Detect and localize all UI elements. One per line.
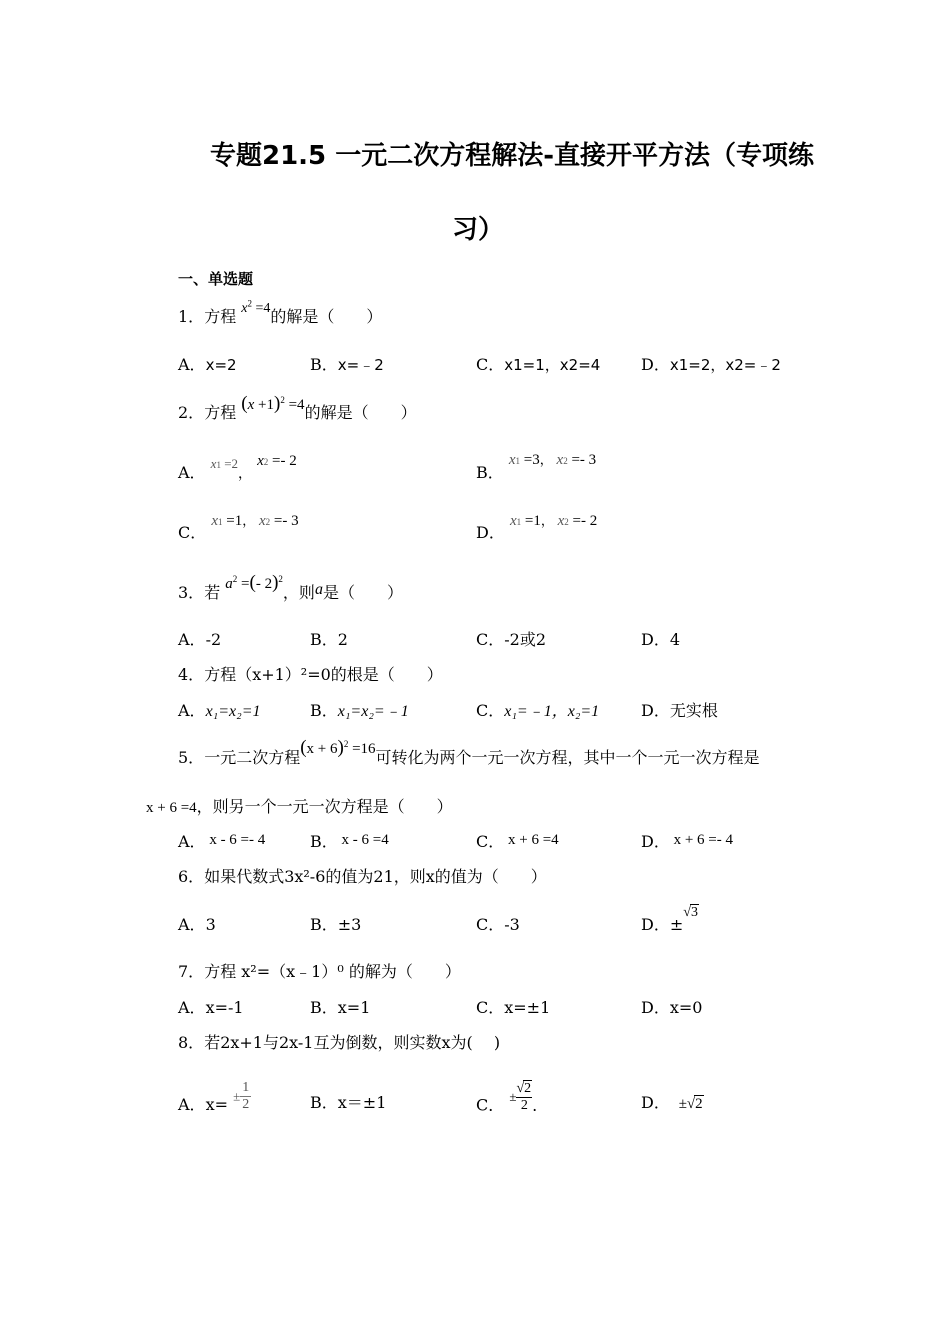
- fraction-pm-sqrt2-over-2: ± $\frac{√2}{2}$: [509, 1081, 532, 1113]
- option-7b[interactable]: B．x=1: [310, 998, 371, 1017]
- question-text: 方程 x²=（x﹣1）⁰ 的解为（ ）: [204, 962, 461, 981]
- question-6: [178, 864, 547, 887]
- question-text: ，则: [282, 583, 315, 602]
- option-4c[interactable]: C．x₁=﹣1，x₂=1: [476, 701, 600, 720]
- question-text: 的解是（ ）: [304, 403, 417, 422]
- question-5-line2: [146, 794, 453, 817]
- option-8a[interactable]: A．x= ± $\frac{1}{2}$: [178, 1080, 250, 1115]
- option-equation: x1 =1， x2 =- 3: [211, 513, 299, 529]
- option-5d[interactable]: D． x + 6 =- 4: [641, 832, 734, 851]
- option-1b[interactable]: B．x=﹣2: [310, 355, 384, 374]
- equation: $(x +1)^2 =4$: [241, 393, 305, 414]
- option-8b[interactable]: B．x＝±1: [310, 1093, 387, 1112]
- equation: x + 6 =4: [146, 800, 197, 816]
- question-text: 方程（x+1）²=0的根是（ ）: [204, 665, 443, 684]
- question-4: [178, 662, 443, 685]
- question-text: 一元二次方程: [204, 748, 301, 767]
- option-1d[interactable]: D．x1=2，x2=﹣2: [641, 355, 781, 374]
- option-7c[interactable]: C．x=±1: [476, 998, 551, 1017]
- variable-a: a: [314, 581, 323, 598]
- option-2b[interactable]: B． x1 =3， x2 =- 3: [476, 452, 597, 482]
- option-2c[interactable]: C． x1 =1， x2 =- 3: [178, 513, 299, 542]
- question-text: 若2x+1与2x-1互为倒数，则实数x为( ): [204, 1033, 501, 1052]
- option-4a[interactable]: A．x₁=x₂=1: [178, 701, 261, 720]
- question-number: 3．: [178, 583, 205, 602]
- option-7a[interactable]: A．x=-1: [178, 998, 244, 1017]
- option-6c[interactable]: C．-3: [476, 915, 520, 934]
- question-text: 如果代数式3x²-6的值为21，则x的值为（ ）: [204, 867, 547, 886]
- option-equation: x2 =- 2: [257, 453, 297, 469]
- option-equation: x1 =2: [210, 456, 239, 471]
- question-8: [178, 1030, 500, 1053]
- question-number: 1．: [178, 307, 205, 326]
- question-text: 可转化为两个一元一次方程，其中一个一元一次方程是: [375, 748, 760, 767]
- option-8d[interactable]: D． ±√2: [641, 1093, 703, 1112]
- question-number: 6．: [178, 867, 205, 886]
- question-number: 4．: [178, 665, 205, 684]
- option-1c[interactable]: C．x1=1，x2=4: [476, 355, 601, 374]
- option-equation: x1 =1， x2 =- 2: [509, 513, 598, 529]
- option-6b[interactable]: B．±3: [310, 915, 362, 934]
- page-title-line2: 习）: [452, 215, 505, 245]
- pm-sqrt-2: ±√2: [674, 1096, 703, 1112]
- option-5a[interactable]: A． x - 6 =- 4: [178, 832, 266, 851]
- question-3: [178, 572, 403, 604]
- option-3c[interactable]: C．-2或2: [476, 630, 547, 649]
- option-4b[interactable]: B．x₁=x₂=﹣1: [310, 701, 409, 720]
- option-7d[interactable]: D．x=0: [641, 998, 703, 1017]
- question-text: 是（ ）: [322, 583, 403, 602]
- option-equation: x1 =3， x2 =- 3: [508, 452, 597, 468]
- question-number: 2．: [178, 403, 205, 422]
- section-heading: 一、单选题: [178, 270, 254, 288]
- question-text: 方程: [204, 403, 237, 422]
- question-1: [178, 298, 383, 327]
- option-6a[interactable]: A．3: [178, 915, 216, 934]
- option-5b[interactable]: B． x - 6 =4: [310, 832, 389, 851]
- question-number: 5．: [178, 748, 205, 767]
- option-3b[interactable]: B．2: [310, 630, 348, 649]
- question-text: 若: [204, 583, 221, 602]
- option-5c[interactable]: C． x + 6 =4: [476, 832, 559, 851]
- question-7: [178, 959, 461, 982]
- equation: $a^2$ =(- 2)$^2$: [225, 572, 283, 593]
- option-2a[interactable]: A． $^{x1 =2}$， x2 =- 2: [178, 453, 297, 482]
- fraction-pm-half: ± $\frac{1}{2}$: [233, 1080, 250, 1112]
- option-8c[interactable]: C． ± $\frac{√2}{2}$ .: [476, 1081, 538, 1115]
- question-text: 方程: [204, 307, 237, 326]
- option-3a[interactable]: A．-2: [178, 630, 222, 649]
- option-2d[interactable]: D． x1 =1， x2 =- 2: [476, 513, 598, 542]
- question-2: [178, 393, 417, 424]
- equation: $(x + 6)^2 =16$: [300, 737, 376, 758]
- question-number: 7．: [178, 962, 205, 981]
- question-number: 8．: [178, 1033, 205, 1052]
- option-3d[interactable]: D．4: [641, 630, 681, 649]
- option-6d[interactable]: D．±√3: [641, 905, 698, 934]
- option-1a[interactable]: A．x=2: [178, 355, 237, 374]
- question-text: ，则另一个一元一次方程是（ ）: [196, 797, 453, 816]
- page-title-line1: 专题21.5 一元二次方程解法-直接开平方法（专项练: [210, 141, 814, 171]
- sqrt-3: √3: [683, 905, 698, 920]
- option-4d[interactable]: D．无实根: [641, 701, 718, 720]
- equation: $x^2 =4$: [241, 298, 271, 316]
- question-text: 的解是（ ）: [270, 307, 383, 326]
- question-5: [178, 737, 760, 769]
